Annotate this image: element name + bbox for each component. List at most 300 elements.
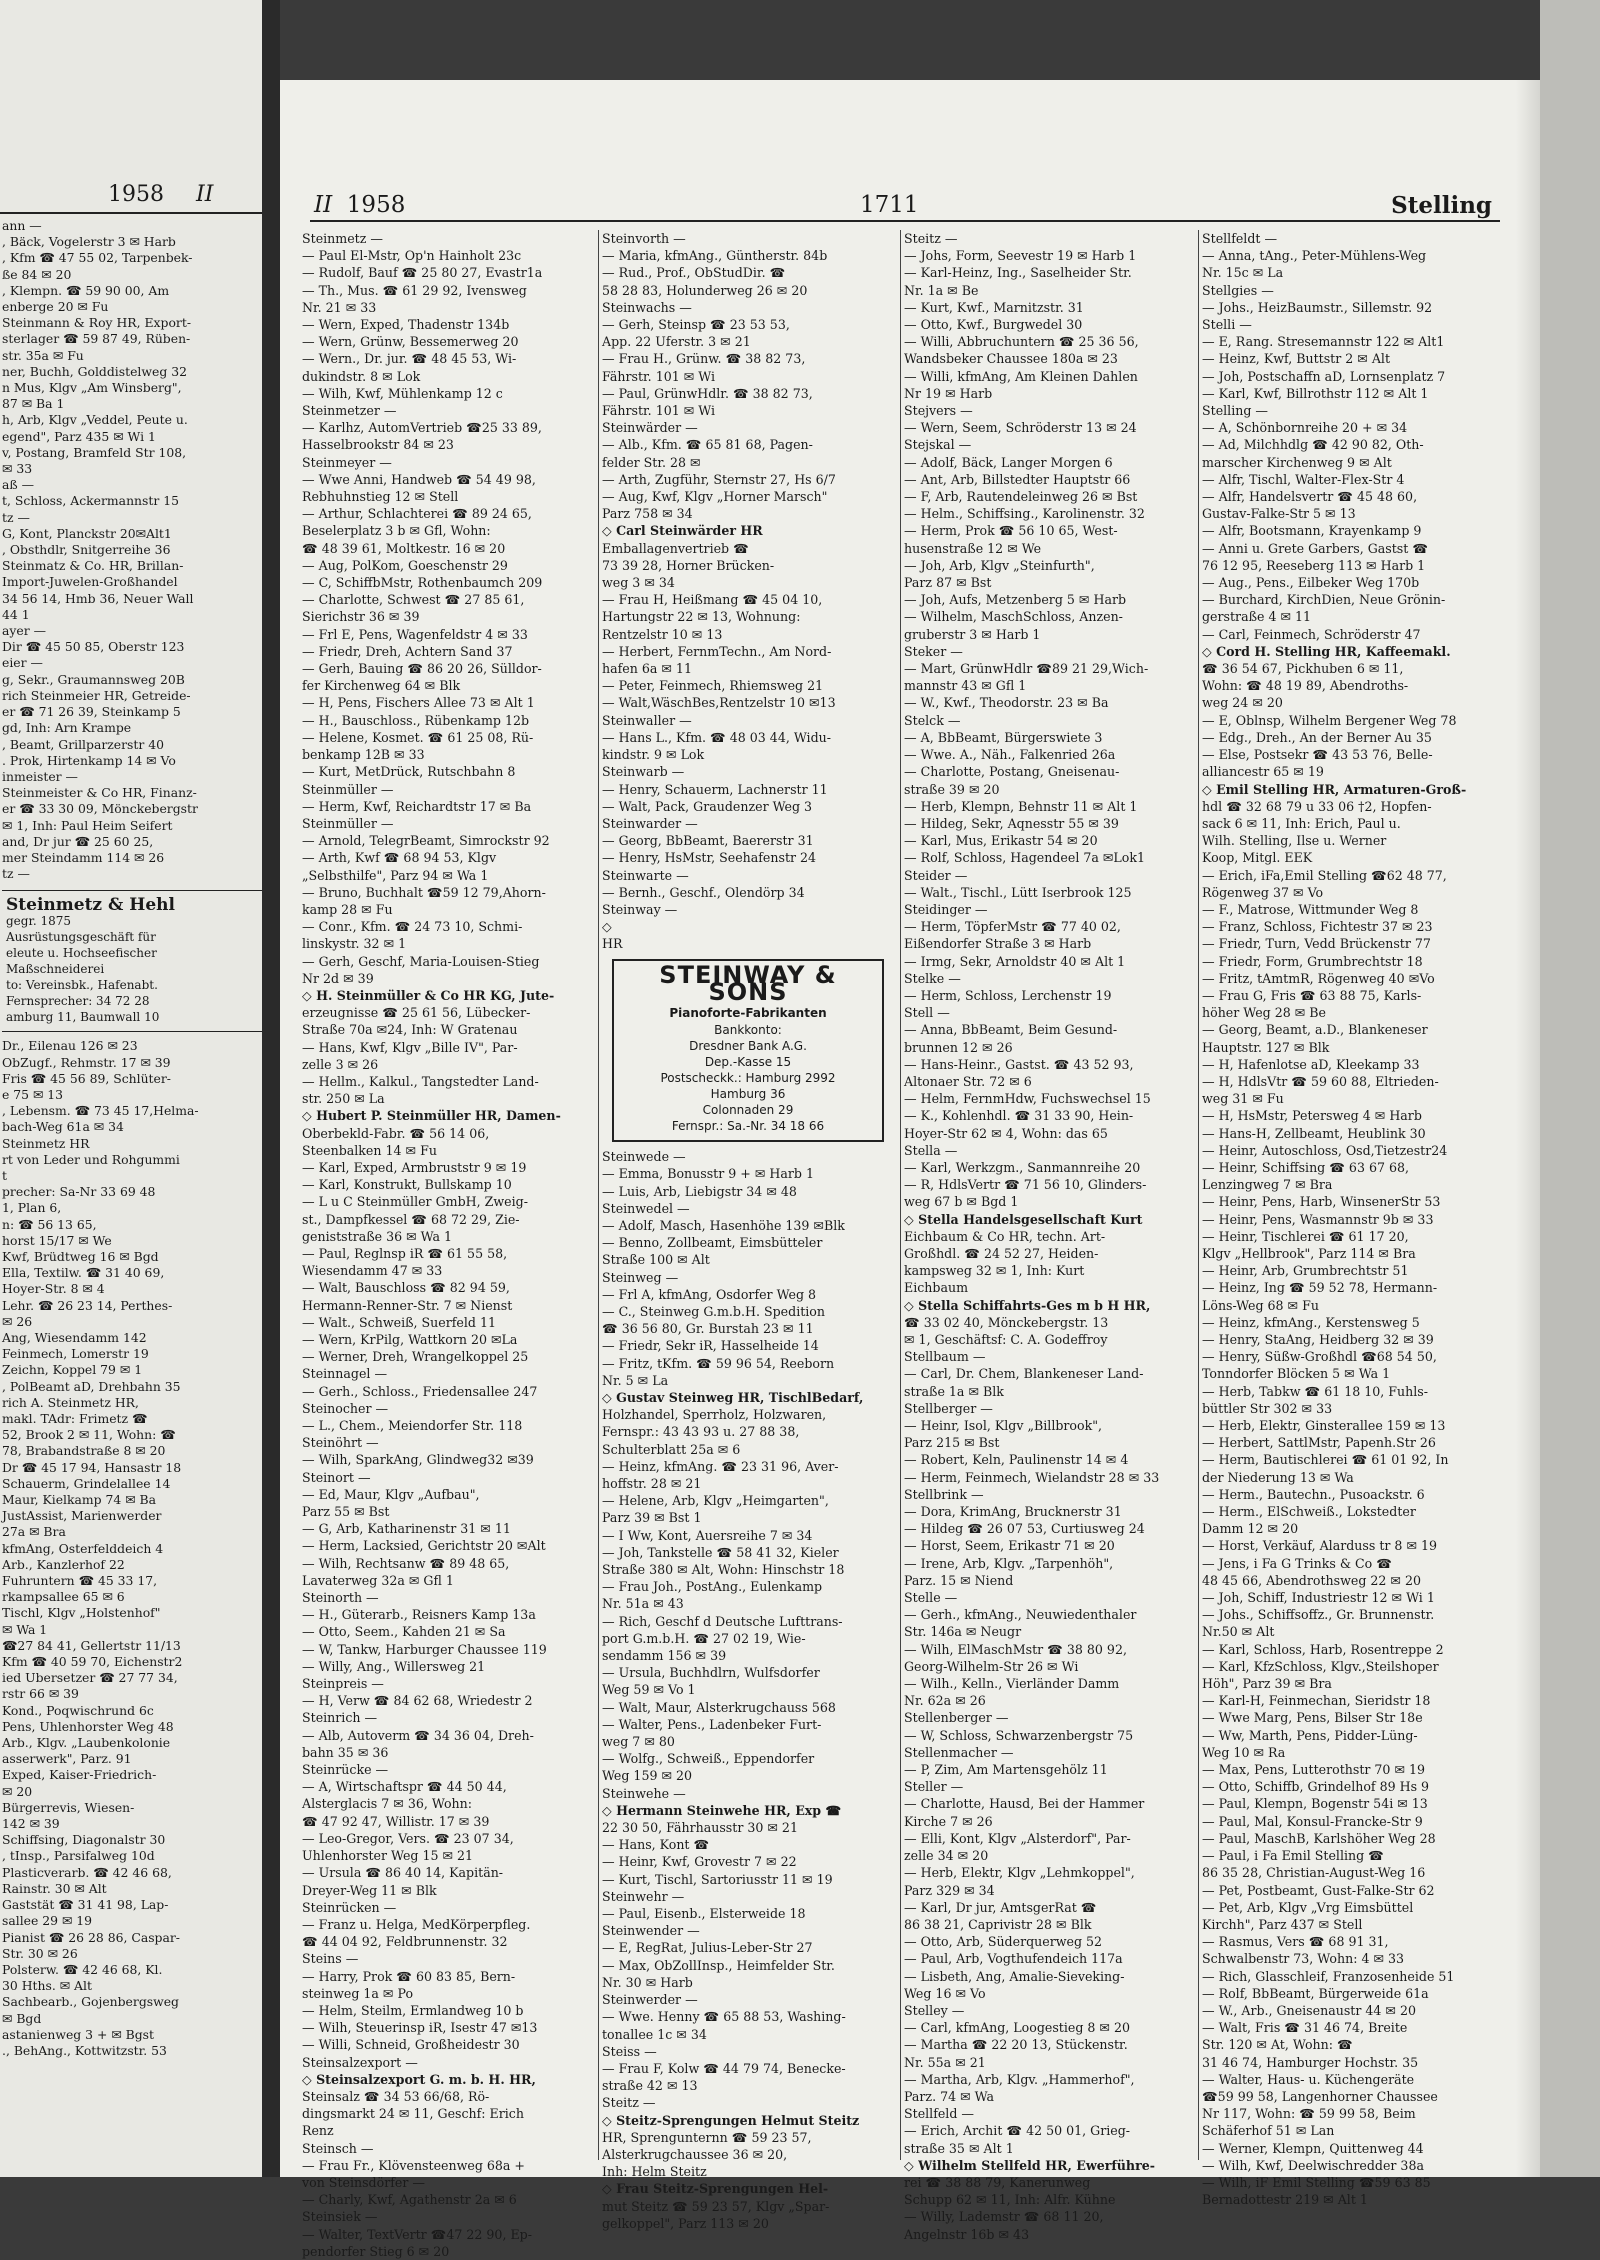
directory-entry: — Heinr, Schiffsing ☎ 63 67 68, (1202, 1159, 1410, 1175)
directory-entry: — Gerh., Schloss., Friedensallee 247 (302, 1383, 538, 1399)
directory-entry: — Henry, Süßw-Großhdl ☎68 54 50, (1202, 1349, 1437, 1365)
directory-entry: — Walt., Schweiß, Suerfeld 11 (302, 1314, 496, 1330)
directory-entry: tz — (2, 866, 30, 882)
directory-entry: — Wern, KrPilg, Wattkorn 20 ✉La (302, 1332, 518, 1347)
column-divider (598, 230, 599, 2160)
directory-entry: Nr 2d ✉ 39 (302, 970, 374, 986)
directory-entry: — H, HsMstr, Petersweg 4 ✉ Harb (1202, 1108, 1422, 1124)
directory-entry: rich A. Steinmetz HR, (2, 1394, 139, 1410)
column-1 (302, 230, 594, 2260)
directory-entry: — Fritz, tKfm. ☎ 59 96 54, Reeborn (602, 1355, 835, 1371)
directory-entry: Gustav-Falke-Str 5 ✉ 13 (1202, 506, 1356, 522)
directory-entry: — Karl, Schloss, Harb, Rosentreppe 2 (1202, 1641, 1444, 1657)
directory-entry: Hermann-Renner-Str. 7 ✉ Nienst (302, 1297, 513, 1313)
directory-entry: Steinwärder — (602, 420, 698, 436)
directory-entry: — Heinr, Tischlerei ☎ 61 17 20, (1202, 1228, 1409, 1244)
directory-entry: Lenzingweg 7 ✉ Bra (1202, 1177, 1333, 1193)
directory-entry: — Th., Mus. ☎ 61 29 92, Ivensweg (302, 282, 527, 298)
directory-entry: Parz 55 ✉ Bst (302, 1504, 390, 1520)
ad-line: to: Vereinsbk., Hafenabt. (6, 978, 158, 993)
directory-entry: — Wilh., Kelln., Vierländer Damm (904, 1676, 1120, 1692)
directory-entry: Arb., Klgv. „Laubenkolonie (2, 1735, 171, 1751)
directory-entry: — Joh, Schiff, Industriestr 12 ✉ Wi 1 (1202, 1590, 1435, 1606)
directory-entry: — H, Hafenlotse aD, Kleekamp 33 (1202, 1056, 1420, 1072)
directory-entry: — Burchard, KirchDien, Neue Grönin- (1202, 592, 1446, 608)
directory-entry: ner, Buchh, Golddistelweg 32 (2, 363, 187, 379)
directory-entry: — Wilh, Kwf, Deelwischredder 38a (1202, 2157, 1424, 2173)
directory-entry: Steinsalzexport — (302, 2054, 418, 2070)
directory-entry: Steinmetz — (302, 231, 383, 246)
directory-entry: Fris ☎ 45 56 89, Schlüter- (2, 1070, 171, 1086)
directory-entry: — Charly, Kwf, Agathenstr 2a ✉ 6 (302, 2192, 517, 2208)
directory-entry: — Paul, Arb, Vogthufendeich 117a (904, 1951, 1123, 1967)
directory-entry: Stelli — (1202, 317, 1252, 333)
directory-entry: linskystr. 32 ✉ 1 (302, 936, 407, 952)
directory-entry: hafen 6a ✉ 11 (602, 661, 692, 677)
directory-entry: weg 7 ✉ 80 (602, 1734, 675, 1750)
directory-entry: — Ant, Arb, Billstedter Hauptstr 66 (904, 471, 1131, 487)
directory-entry: — Heinz, Kwf, Buttstr 2 ✉ Alt (1202, 351, 1391, 367)
directory-entry: Kfm ☎ 40 59 70, Eichenstr2 (2, 1654, 183, 1670)
directory-entry: — Wilh, Steuerinsp iR, Isestr 47 ✉13 (302, 2020, 538, 2036)
directory-entry: Steinwehr — (602, 1888, 685, 1904)
directory-entry: — Hildeg ☎ 26 07 53, Curtiusweg 24 (904, 1521, 1145, 1537)
directory-entry: Steinöhrt — (302, 1435, 379, 1451)
directory-entry: büttler Str 302 ✉ 33 (1202, 1400, 1333, 1416)
directory-entry: Stelke — (904, 970, 961, 986)
ad-line: gegr. 1875 (6, 914, 72, 929)
directory-entry: Steinwarder — (602, 815, 698, 831)
directory-entry: Stellberger — (904, 1400, 993, 1416)
directory-entry: — Max, ObZollInsp., Heimfelder Str. (602, 1957, 835, 1973)
directory-entry: Stellfeldt — (1202, 231, 1278, 246)
directory-entry: Höh", Parz 39 ✉ Bra (1202, 1676, 1332, 1692)
directory-entry: 22 30 50, Fährhausstr 30 ✉ 21 (602, 1820, 798, 1836)
directory-entry: 30 Hths. ✉ Alt (2, 1978, 92, 1994)
directory-entry: str. 35a ✉ Fu (2, 347, 84, 363)
directory-entry: Steinwehe — (602, 1785, 686, 1801)
ad-line: Maßschneiderei (6, 962, 105, 977)
directory-entry: — Herm, Schloss, Lerchenstr 19 (904, 987, 1112, 1003)
directory-entry: — Walt,WäschBes,Rentzelstr 10 ✉13 (602, 695, 836, 711)
directory-entry: Steins — (302, 1951, 359, 1967)
directory-entry: Parz 329 ✉ 34 (904, 1882, 995, 1898)
directory-entry: — Ad, Milchhdlg ☎ 42 90 82, Oth- (1202, 437, 1424, 453)
directory-entry: 73 39 28, Horner Brücken- (602, 557, 775, 573)
directory-entry: — Wern., Dr. jur. ☎ 48 45 53, Wi- (302, 351, 517, 367)
directory-entry: Steinocher — (302, 1400, 389, 1416)
directory-entry: Steinort — (302, 1469, 371, 1485)
directory-entry: Stell — (904, 1005, 950, 1021)
directory-entry: Nr. 1a ✉ Be (904, 282, 979, 298)
directory-entry: — Rudolf, Bauf ☎ 25 80 27, Evastr1a (302, 265, 543, 281)
directory-entry: ✉ 26 (2, 1313, 33, 1329)
directory-entry: Arb., Kanzlerhof 22 (2, 1556, 125, 1572)
directory-entry: ✉ Bgd (2, 2010, 42, 2026)
directory-entry: Steinmatz & Co. HR, Brillan- (2, 558, 184, 574)
directory-entry: t, Schloss, Ackermannstr 15 (2, 493, 179, 509)
directory-entry: — W, Schloss, Schwarzenbergstr 75 (904, 1727, 1134, 1743)
directory-entry: — Johs., HeizBaumstr., Sillemstr. 92 (1202, 299, 1433, 315)
directory-entry: Lavaterweg 32a ✉ Gfl 1 (302, 1572, 454, 1588)
directory-entry: ann — (2, 218, 42, 233)
directory-entry: Ella, Textilw. ☎ 31 40 69, (2, 1265, 165, 1281)
directory-entry: tz — (2, 509, 30, 525)
directory-entry: Steinmetzer — (302, 403, 397, 419)
directory-entry: — Helm, FernmHdw, Fuchswechsel 15 (904, 1091, 1151, 1107)
directory-entry: dukindstr. 8 ✉ Lok (302, 368, 421, 384)
directory-entry: Import-Juwelen-Großhandel (2, 574, 178, 590)
directory-entry: — Irene, Arb, Klgv. „Tarpenhöh", (904, 1555, 1114, 1571)
directory-entry: — Herb, Klempn, Behnstr 11 ✉ Alt 1 (904, 798, 1138, 814)
directory-entry: — Aug., Pens., Eilbeker Weg 170b (1202, 575, 1420, 591)
directory-entry: — Hans, Kwf, Klgv „Bille IV", Par- (302, 1039, 518, 1055)
directory-entry: Steinwender — (602, 1923, 700, 1939)
directory-entry: Steinmann & Roy HR, Export- (2, 315, 191, 331)
directory-entry: rich Steinmeier HR, Getreide- (2, 687, 191, 703)
directory-entry: ◇ Steitz-Sprengungen Helmut Steitz (602, 2112, 860, 2128)
directory-entry: astanienweg 3 + ✉ Bgst (2, 2026, 155, 2042)
directory-entry: — Carl, Dr. Chem, Blankeneser Land- (904, 1366, 1144, 1382)
directory-entry: Stellfeld — (904, 2106, 974, 2122)
directory-entry: st., Dampfkessel ☎ 68 72 29, Zie- (302, 1211, 520, 1227)
directory-entry: Hartungstr 22 ✉ 13, Wohnung: (602, 609, 801, 625)
directory-entry: — Heinr, Kwf, Grovestr 7 ✉ 22 (602, 1854, 797, 1870)
directory-entry: — Helene, Kosmet. ☎ 61 25 08, Rü- (302, 729, 534, 745)
directory-entry: ☎ 44 04 92, Feldbrunnenstr. 32 (302, 1934, 508, 1950)
directory-entry: Straße 70a ✉24, Inh: W Gratenau (302, 1022, 518, 1038)
directory-entry: asserwerk", Parz. 91 (2, 1751, 132, 1767)
directory-entry: sterlager ☎ 59 87 49, Rüben- (2, 331, 191, 347)
directory-entry: „Selbsthilfe", Parz 94 ✉ Wa 1 (302, 867, 489, 883)
directory-entry: Renz (302, 2123, 334, 2139)
page-edge (1540, 0, 1600, 2177)
directory-entry: — Paul, Mal, Konsul-Francke-Str 9 (1202, 1813, 1423, 1829)
directory-entry: Fuhruntern ☎ 45 33 17, (2, 1573, 158, 1589)
directory-entry: pendorfer Stieg 6 ✉ 20 (302, 2243, 450, 2259)
directory-entry: — Paul El-Mstr, Op'n Hainholt 23c (302, 248, 522, 264)
directory-entry: 86 38 21, Caprivistr 28 ✉ Blk (904, 1916, 1092, 1932)
directory-entry: e 75 ✉ 13 (2, 1086, 64, 1102)
directory-entry: — Willi, Abbruchuntern ☎ 25 36 56, (904, 334, 1139, 350)
directory-entry: ◇ Gustav Steinweg HR, TischlBedarf, (602, 1389, 864, 1405)
directory-entry: bahn 35 ✉ 36 (302, 1744, 389, 1760)
directory-entry: fer Kirchenweg 64 ✉ Blk (302, 678, 461, 694)
directory-entry: Parz 39 ✉ Bst 1 (602, 1510, 702, 1526)
directory-entry: — Pet, Postbeamt, Gust-Falke-Str 62 (1202, 1882, 1435, 1898)
directory-entry: — Karl, Mus, Erikastr 54 ✉ 20 (904, 833, 1098, 849)
directory-entry: — Henry, StaAng, Heidberg 32 ✉ 39 (1202, 1332, 1434, 1347)
directory-entry: Steinmetz HR (2, 1135, 90, 1151)
directory-entry: ☎ 33 02 40, Mönckebergstr. 13 (904, 1314, 1109, 1330)
directory-entry: str. 250 ✉ La (302, 1091, 385, 1107)
directory-entry: — Erich, Archit ☎ 42 50 01, Grieg- (904, 2123, 1131, 2139)
directory-entry: — Aug, PolKom, Goeschenstr 29 (302, 557, 508, 573)
directory-entry: Tonndorfer Blöcken 5 ✉ Wa 1 (1202, 1366, 1391, 1382)
directory-entry: ße 84 ✉ 20 (2, 266, 72, 282)
directory-entry: — Wilh, SparkAng, Glindweg32 ✉39 (302, 1452, 534, 1468)
directory-entry: — Wolfg., Schweiß., Eppendorfer (602, 1751, 815, 1767)
directory-entry: , Beamt, Grillparzerstr 40 (2, 736, 165, 752)
directory-entry: — K., Kohlenhdl. ☎ 31 33 90, Hein- (904, 1108, 1134, 1124)
directory-entry: Dreyer-Weg 11 ✉ Blk (302, 1882, 437, 1898)
directory-entry: Hoyer-Str 62 ✉ 4, Wohn: das 65 (904, 1125, 1108, 1141)
directory-entry: — Karlhz, AutomVertrieb ☎25 33 89, (302, 420, 542, 436)
directory-entry: Hauptstr. 127 ✉ Blk (1202, 1039, 1330, 1055)
directory-entry: Kirchh", Parz 437 ✉ Stell (1202, 1916, 1363, 1932)
ad-line: Colonnaden 29 (702, 1103, 794, 1118)
directory-entry: kfmAng, Osterfelddeich 4 (2, 1540, 164, 1556)
directory-entry: — P, Zim, Am Martensgehölz 11 (904, 1762, 1108, 1778)
directory-entry: — Kurt, Kwf., Marnitzstr. 31 (904, 299, 1084, 315)
directory-entry: Stellenmacher — (904, 1744, 1014, 1760)
directory-entry: Nr 19 ✉ Harb (904, 385, 993, 401)
directory-entry: Nr. 15c ✉ La (1202, 265, 1284, 281)
directory-entry: ayer — (2, 623, 46, 639)
directory-entry: — Herb, Elektr, Ginsterallee 159 ✉ 13 (1202, 1418, 1446, 1434)
directory-entry: Emballagenvertrieb ☎ (602, 540, 749, 556)
directory-entry: straße 1a ✉ Blk (904, 1383, 1004, 1399)
directory-entry: — Paul, MaschB, Karlshöher Weg 28 (1202, 1830, 1436, 1846)
directory-entry: — Johs, Form, Seevestr 19 ✉ Harb 1 (904, 248, 1137, 264)
directory-entry: — Ed, Maur, Klgv „Aufbau", (302, 1486, 480, 1502)
directory-entry: 34 56 14, Hmb 36, Neuer Wall (2, 590, 194, 606)
directory-entry: inmeister — (2, 768, 78, 784)
directory-entry: Steinnagel — (302, 1366, 388, 1382)
book-gutter (262, 0, 280, 2177)
directory-entry: ✉ 1, Geschäftsf: C. A. Godeffroy (904, 1332, 1108, 1347)
directory-entry: — Karl-Heinz, Ing., Saselheider Str. (904, 265, 1132, 281)
directory-entry: — Rolf, Schloss, Hagendeel 7a ✉Lok1 (904, 850, 1146, 866)
directory-entry: weg 67 b ✉ Bgd 1 (904, 1194, 1019, 1210)
directory-entry: Dr ☎ 45 17 94, Hansastr 18 (2, 1459, 182, 1475)
directory-entry: — Gerh, Geschf, Maria-Louisen-Stieg (302, 953, 540, 969)
directory-entry: — Rich, Geschf d Deutsche Lufttrans- (602, 1613, 843, 1629)
directory-entry: t (2, 1167, 7, 1183)
directory-entry: Weg 16 ✉ Vo (904, 1985, 986, 2001)
directory-entry: Steker — (904, 643, 963, 659)
directory-entry: , Bäck, Vogelerstr 3 ✉ Harb (2, 234, 176, 250)
directory-entry: Steinrich — (302, 1710, 378, 1726)
directory-entry: Zeichn, Koppel 79 ✉ 1 (2, 1362, 143, 1378)
directory-entry: — A, Wirtschaftspr ☎ 44 50 44, (302, 1779, 507, 1795)
directory-entry: — Carl, Feinmech, Schröderstr 47 (1202, 626, 1421, 642)
directory-entry: Eichbaum (904, 1280, 969, 1296)
directory-entry: — Anni u. Grete Garbers, Gastst ☎ (1202, 540, 1429, 556)
directory-entry: — Heinz, kfmAng. ☎ 23 31 96, Aver- (602, 1458, 839, 1474)
directory-entry: precher: Sa-Nr 33 69 48 (2, 1184, 156, 1200)
directory-entry: — Herb, Elektr, Klgv „Lehmkoppel", (904, 1865, 1135, 1881)
directory-entry: — Walt, Fris ☎ 31 46 74, Breite (1202, 2020, 1408, 2036)
directory-entry: — C., Steinweg G.m.b.H. Spedition (602, 1303, 825, 1319)
directory-entry: — Frau Joh., PostAng., Eulenkamp (602, 1579, 823, 1595)
directory-entry: Feinmech, Lomerstr 19 (2, 1346, 149, 1362)
directory-entry: ◇ Frau Steitz-Sprengungen Hel- (602, 2181, 829, 2197)
directory-entry: — Joh, Postschaffn aD, Lornsenplatz 7 (1202, 368, 1446, 384)
directory-entry: — Frau Fr., Klövensteenweg 68a + (302, 2157, 525, 2173)
directory-entry: Weg 10 ✉ Ra (1202, 1744, 1286, 1760)
directory-entry: Sierichstr 36 ✉ 39 (302, 609, 420, 625)
directory-entry: — Wern, Seem, Schröderstr 13 ✉ 24 (904, 420, 1137, 436)
directory-entry: 87 ✉ Ba 1 (2, 396, 65, 412)
directory-entry: ✉ 20 (2, 1783, 33, 1799)
directory-entry: — Wwe. A., Näh., Falkenried 26a (904, 747, 1116, 763)
directory-entry: — Joh, Arb, Klgv „Steinfurth", (904, 557, 1095, 573)
directory-entry: — W., Kwf., Theodorstr. 23 ✉ Ba (904, 695, 1109, 711)
directory-entry: — L u C Steinmüller GmbH, Zweig- (302, 1194, 528, 1210)
ad-line: Hamburg 36 (710, 1087, 786, 1102)
directory-entry: — Helm, Steilm, Ermlandweg 10 b (302, 2002, 524, 2018)
directory-entry: Exped, Kaiser-Friedrich- (2, 1767, 157, 1783)
directory-entry: — H, Pens, Fischers Allee 73 ✉ Alt 1 (302, 695, 535, 711)
directory-entry: Großhdl. ☎ 24 52 27, Heiden- (904, 1245, 1099, 1261)
directory-entry: Nr. 30 ✉ Harb (602, 1974, 693, 1990)
directory-entry: — Martha ☎ 22 20 13, Stückenstr. (904, 2037, 1128, 2053)
directory-entry: egend", Parz 435 ✉ Wi 1 (2, 428, 156, 444)
column-divider (900, 230, 901, 2160)
directory-entry: — Karl, Exped, Armbruststr 9 ✉ 19 (302, 1159, 527, 1175)
directory-entry: — Wwe Anni, Handweb ☎ 54 49 98, (302, 471, 536, 487)
directory-entry: ☎ 47 92 47, Willistr. 17 ✉ 39 (302, 1813, 490, 1829)
directory-entry: Parz. 74 ✉ Wa (904, 2088, 995, 2104)
directory-entry: — Herbert, SattlMstr, Papenh.Str 26 (1202, 1435, 1436, 1451)
directory-entry: Parz 758 ✉ 34 (602, 506, 693, 522)
directory-entry: 52, Brook 2 ✉ 11, Wohn: ☎ (2, 1427, 176, 1443)
directory-entry: mannstr 43 ✉ Gfl 1 (904, 678, 1027, 694)
directory-entry: — A, BbBeamt, Bürgerswiete 3 (904, 729, 1103, 745)
directory-entry: mut Steitz ☎ 59 23 57, Klgv „Spar- (602, 2198, 830, 2214)
directory-entry: Stellbaum — (904, 1349, 986, 1365)
page-header-left (314, 192, 405, 218)
directory-entry: ☎59 99 58, Langenhorner Chaussee (1202, 2088, 1438, 2104)
directory-entry: sack 6 ✉ 11, Inh: Erich, Paul u. (1202, 815, 1401, 831)
directory-entry: höher Weg 28 ✉ Be (1202, 1005, 1327, 1021)
directory-entry: — Otto, Schiffb, Grindelhof 89 Hs 9 (1202, 1779, 1430, 1795)
directory-entry: — Charlotte, Schwest ☎ 27 85 61, (302, 592, 525, 608)
directory-entry: — Arth, Zugführ, Sternstr 27, Hs 6/7 (602, 471, 836, 487)
directory-entry: — Jens, i Fa G Trinks & Co ☎ (1202, 1555, 1392, 1571)
directory-entry: Steinmüller — (302, 815, 394, 831)
directory-entry: — Helene, Arb, Klgv „Heimgarten", (602, 1493, 829, 1509)
directory-entry: — Walt, Pack, Graudenzer Weg 3 (602, 798, 813, 814)
directory-entry: Eichbaum & Co HR, techn. Art- (904, 1228, 1106, 1244)
directory-entry: — Karl, Kwf, Billrothstr 112 ✉ Alt 1 (1202, 385, 1429, 401)
directory-entry: ☎27 84 41, Gellertstr 11/13 (2, 1637, 181, 1653)
directory-entry: 86 35 28, Christian-August-Weg 16 (1202, 1865, 1426, 1881)
directory-entry: — G, Arb, Katharinenstr 31 ✉ 11 (302, 1521, 511, 1537)
directory-entry: Sachbearb., Gojenbergsweg (2, 1994, 179, 2010)
directory-entry: sendamm 156 ✉ 39 (602, 1648, 727, 1664)
directory-entry: gruberstr 3 ✉ Harb 1 (904, 626, 1041, 642)
directory-entry: , Klempn. ☎ 59 90 00, Am (2, 282, 170, 298)
directory-entry: Rögenweg 37 ✉ Vo (1202, 884, 1324, 900)
directory-entry: rt von Leder und Rohgummi (2, 1151, 180, 1167)
directory-entry: Wohn: ☎ 48 19 89, Abendroths- (1202, 678, 1409, 694)
steinmetz-hehl-ad (2, 890, 264, 1032)
directory-entry: Bürgerrevis, Wiesen- (2, 1799, 135, 1815)
directory-entry: Straße 380 ✉ Alt, Wohn: Hinschstr 18 (602, 1562, 845, 1578)
directory-entry: — Mart, GrünwHdlr ☎89 21 29,Wich- (904, 661, 1149, 677)
directory-entry: ◇ Stella Handelsgesellschaft Kurt (904, 1211, 1143, 1227)
directory-entry: — Wern, Exped, Thadenstr 134b (302, 317, 510, 333)
directory-entry: zelle 3 ✉ 26 (302, 1056, 379, 1072)
directory-entry: — Werner, Dreh, Wrangelkoppel 25 (302, 1349, 529, 1365)
directory-entry: Polsterw. ☎ 42 46 68, Kl. (2, 1961, 163, 1977)
directory-entry: ied Ubersetzer ☎ 27 77 34, (2, 1670, 178, 1686)
directory-entry: ◇ (602, 919, 612, 935)
directory-entry: Kwf, Brüdtweg 16 ✉ Bgd (2, 1248, 159, 1264)
directory-entry: — Horst, Seem, Erikastr 71 ✉ 20 (904, 1538, 1115, 1554)
directory-entry: — Herm., Bautechn., Pusoackstr. 6 (1202, 1486, 1425, 1502)
directory-entry: — Paul, Reglnsp iR ☎ 61 55 58, (302, 1245, 508, 1261)
directory-entry: Beselerplatz 3 b ✉ Gfl, Wohn: (302, 523, 491, 539)
directory-entry: — C, SchiffbMstr, Rothenbaumch 209 (302, 575, 543, 591)
directory-entry: — Franz, Schloss, Fichtestr 37 ✉ 23 (1202, 919, 1433, 935)
directory-entry: — Kurt, Tischl, Sartoriusstr 11 ✉ 19 (602, 1871, 833, 1887)
directory-entry: ◇ Steinsalzexport G. m. b. H. HR, (302, 2071, 536, 2087)
ad-line: Postscheckk.: Hamburg 2992 (660, 1071, 836, 1086)
ad-title: STEINWAY & SONS (659, 960, 837, 1006)
directory-entry: — Ursula, Buchhdlrn, Wulfsdorfer (602, 1665, 820, 1681)
directory-entry: — Walt., Tischl., Lütt Iserbrook 125 (904, 884, 1132, 900)
directory-entry: mer Steindamm 114 ✉ 26 (2, 849, 165, 865)
directory-entry: Steinwedel — (602, 1200, 690, 1216)
directory-entry: er ☎ 71 26 39, Steinkamp 5 (2, 704, 181, 720)
directory-entry: Parz. 15 ✉ Niend (904, 1572, 1014, 1588)
directory-entry: — E, Oblnsp, Wilhelm Bergener Weg 78 (1202, 712, 1457, 728)
directory-entry: Steinsiek — (302, 2209, 378, 2225)
directory-entry: Angelnstr 16b ✉ 43 (904, 2226, 1030, 2242)
directory-entry: ◇ Cord H. Stelling HR, Kaffeemakl. (1202, 643, 1451, 659)
directory-entry: — Heinz, kfmAng., Kerstensweg 5 (1202, 1314, 1420, 1330)
directory-entry: Alsterkrugchaussee 36 ✉ 20, (602, 2146, 788, 2162)
directory-entry: Str. 146a ✉ Neugr (904, 1624, 1022, 1640)
directory-entry: n Mus, Klgv „Am Winsberg", (2, 380, 182, 396)
directory-entry: Hasselbrookstr 84 ✉ 23 (302, 437, 454, 453)
column-4 (1202, 230, 1494, 2208)
directory-entry: — Friedr, Turn, Vedd Brückenstr 77 (1202, 936, 1431, 952)
directory-entry: von Steinsdörfer — (302, 2174, 425, 2190)
directory-entry: Schäferhof 51 ✉ Lan (1202, 2123, 1335, 2139)
directory-entry: Weg 159 ✉ 20 (602, 1768, 693, 1784)
directory-entry: — Herm, Feinmech, Wielandstr 28 ✉ 33 (904, 1469, 1160, 1485)
directory-entry: — Willy, Ang., Willersweg 21 (302, 1658, 486, 1674)
column-3 (904, 230, 1196, 2243)
column-2 (602, 230, 894, 2232)
directory-entry: — Walter, TextVertr ☎47 22 90, Ep- (302, 2226, 532, 2242)
directory-entry: — Wwe Marg, Pens, Bilser Str 18e (1202, 1710, 1423, 1726)
directory-entry: — Pet, Arb, Klgv „Vrg Eimsbüttel (1202, 1899, 1414, 1915)
directory-entry: — Fritz, tAmtmR, Rögenweg 40 ✉Vo (1202, 970, 1435, 986)
directory-entry: v, Postang, Bramfeld Str 108, (2, 444, 187, 460)
directory-entry: — Herb, Tabkw ☎ 61 18 10, Fuhls- (1202, 1383, 1429, 1399)
directory-entry: kindstr. 9 ✉ Lok (602, 747, 705, 763)
directory-entry: — Herm, TöpferMstr ☎ 77 40 02, (904, 919, 1121, 935)
directory-entry: 48 45 66, Abendrothsweg 22 ✉ 20 (1202, 1572, 1422, 1588)
directory-entry: horst 15/17 ✉ We (2, 1232, 112, 1248)
directory-entry: — Walt, Maur, Alsterkrugchauss 568 (602, 1699, 836, 1715)
directory-entry: — Willi, Schneid, Großheidestr 30 (302, 2037, 520, 2053)
directory-entry: ObZugf., Rehmstr. 17 ✉ 39 (2, 1054, 171, 1070)
directory-entry: — Rud., Prof., ObStudDir. ☎ (602, 265, 786, 281)
directory-entry: — Ursula ☎ 86 40 14, Kapitän- (302, 1865, 504, 1881)
directory-entry: — Peter, Feinmech, Rhiemsweg 21 (602, 678, 824, 694)
directory-entry: — Arth, Kwf ☎ 68 94 53, Klgv (302, 850, 497, 866)
directory-entry: — F, Arb, Rautendeleinweg 26 ✉ Bst (904, 489, 1138, 505)
directory-entry: — Paul, Eisenb., Elsterweide 18 (602, 1906, 806, 1922)
directory-entry: ◇ Stella Schiffahrts-Ges m b H HR, (904, 1297, 1151, 1313)
directory-entry: Pianist ☎ 26 28 86, Caspar- (2, 1929, 180, 1945)
